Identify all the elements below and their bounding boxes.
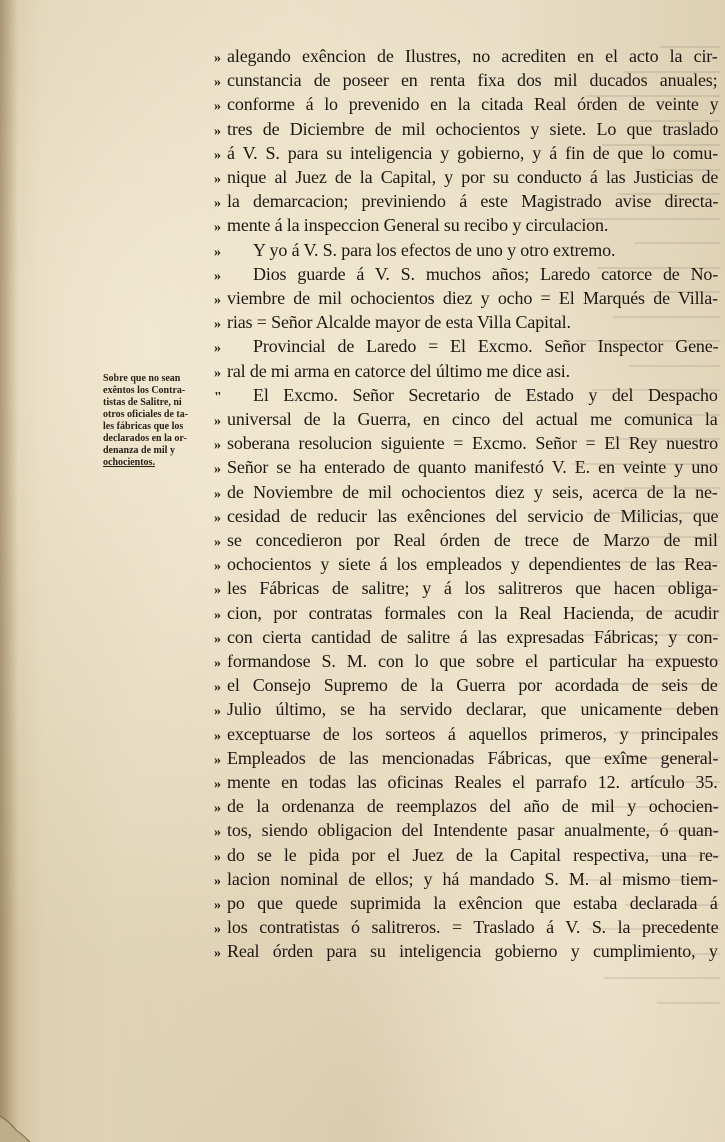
- line-text: los contratistas ó salitreros. = Traslado á V. S. la precedente: [227, 917, 719, 938]
- line-text: po que quede suprimida la exêncion que estaba declarada á: [227, 893, 718, 913]
- text-line: [214, 915, 718, 939]
- text-line: [214, 262, 718, 286]
- quote-mark: »: [214, 486, 221, 502]
- line-text: ochocientos y siete á los empleados y dependientes de las Rea-: [227, 554, 718, 575]
- line-text: Dios guarde á V. S. muchos años; Laredo catorce de No-: [253, 263, 719, 284]
- text-line: [214, 68, 718, 92]
- line-text: cesidad de reducir las exênciones del servicio de Milicias, que: [227, 505, 719, 526]
- line-text: cunstancia de poseer en renta fixa dos mil ducados anuales;: [227, 70, 718, 91]
- text-line: [214, 794, 718, 818]
- quote-mark: »: [214, 317, 221, 333]
- line-text: cion, por contratas formales con la Real Hacienda, de acudir: [227, 602, 719, 623]
- line-text: de la ordenanza de reemplazos del año de mil y ochocien-: [227, 796, 719, 817]
- quote-mark: »: [214, 680, 221, 696]
- text-line: [214, 576, 718, 600]
- text-line: [214, 407, 718, 431]
- line-text: nique al Juez de la Capital, y por su conducto á las Justicias de: [227, 167, 719, 187]
- quote-mark: »: [214, 728, 221, 744]
- quote-mark: »: [214, 656, 221, 671]
- bleed-stroke: [657, 1002, 720, 1004]
- text-line: [214, 891, 718, 915]
- quote-mark: »: [214, 438, 221, 454]
- quote-mark: »: [214, 535, 221, 550]
- line-text: soberana resolucion siguiente = Excmo. Señor = El Rey nuestro: [227, 433, 719, 454]
- text-line: [214, 504, 718, 528]
- quote-mark: »: [214, 801, 221, 817]
- margin-note-line: denanza de mil y: [103, 445, 175, 456]
- line-text: exceptuarse de los sorteos á aquellos primeros, y principales: [227, 723, 719, 744]
- quote-mark: »: [214, 293, 221, 308]
- quote-mark: »: [214, 825, 221, 841]
- quote-mark: »: [214, 946, 221, 962]
- text-line: [214, 649, 718, 673]
- margin-note-line: otros oficiales de ta-: [103, 409, 189, 420]
- quote-mark: »: [214, 220, 221, 236]
- quote-mark: »: [214, 196, 221, 212]
- line-text: la demarcacion; previniendo á este Magistrado avise directa-: [227, 191, 719, 212]
- text-line: [214, 818, 718, 842]
- line-text: Real órden para su inteligencia gobierno y cumplimiento, y: [227, 941, 718, 962]
- text-line: [214, 601, 718, 625]
- quote-mark: »: [214, 365, 221, 381]
- quote-mark: »: [214, 898, 221, 913]
- line-text: lacion nominal de ellos; y há mandado S. M. al mismo tiem-: [227, 868, 718, 889]
- line-text: tres de Diciembre de mil ochocientos y siete. Lo que traslado: [227, 118, 719, 139]
- quote-mark: »: [214, 172, 221, 187]
- line-text: tos, siendo obligacion del Intendente pasar anualmente, ó quan-: [227, 820, 719, 841]
- text-line: [214, 165, 718, 189]
- torn-corner: [0, 1082, 60, 1142]
- quote-mark: »: [214, 704, 221, 720]
- margin-note-line: exêntos los Contra-: [103, 385, 186, 396]
- line-text: mente á la inspeccion General su recibo y circulacion.: [227, 215, 609, 236]
- text-line: [214, 189, 718, 213]
- line-text: con cierta cantidad de salitre á las expresadas Fábricas; y con-: [227, 626, 719, 647]
- line-text: conforme á lo prevenido en la citada Real órden de veinte y: [227, 94, 719, 115]
- line-text: el Consejo Supremo de la Guerra por acordada de seis de: [227, 675, 718, 696]
- line-text: universal de la Guerra, en cinco del actual me comunica la: [227, 409, 718, 429]
- quote-mark: »: [214, 147, 221, 163]
- quote-mark: »: [214, 631, 221, 647]
- text-line: [214, 867, 718, 891]
- line-text: rias = Señor Alcalde mayor de esta Villa Capital.: [227, 312, 571, 333]
- text-line: [214, 843, 718, 867]
- quote-mark: »: [214, 341, 221, 357]
- line-text: á V. S. para su inteligencia y gobierno, y á fin de que lo comu-: [227, 142, 719, 163]
- quote-mark: »: [214, 873, 221, 889]
- text-line: [214, 625, 718, 649]
- text-line: [214, 383, 718, 407]
- quote-mark: »: [214, 583, 221, 599]
- quote-mark: »: [214, 244, 221, 260]
- line-text: mente en todas las oficinas Reales el parrafo 12. artículo 35.: [227, 772, 718, 792]
- quote-mark: »: [214, 414, 221, 429]
- line-text: Y yo á V. S. para los efectos de uno y otro extremo.: [253, 239, 616, 260]
- text-line: [214, 722, 718, 746]
- text-line: [214, 359, 718, 383]
- text-line: [214, 431, 718, 455]
- line-text: se concedieron por Real órden de trece de Marzo de mil: [227, 530, 718, 550]
- line-text: viembre de mil ochocientos diez y ocho = El Marqués de Villa-: [227, 288, 718, 308]
- text-line: [214, 334, 718, 358]
- line-text: alegando exêncion de Ilustres, no acrediten en el acto la cir-: [227, 46, 718, 66]
- quote-mark: »: [214, 123, 221, 139]
- text-line: [214, 92, 718, 116]
- text-line: [214, 310, 718, 334]
- line-text: Señor se ha enterado de quanto manifestó V. E. en veinte y uno: [227, 457, 718, 478]
- quote-mark: »: [214, 75, 221, 91]
- margin-note-line: Sobre que no sean: [103, 373, 181, 384]
- line-text: Provincial de Laredo = El Excmo. Señor Inspector Gene-: [253, 336, 719, 357]
- line-text: Empleados de las mencionadas Fábricas, que exîme general-: [227, 747, 719, 768]
- text-line: [214, 286, 718, 310]
- bleed-stroke: [604, 977, 720, 979]
- text-line: [214, 44, 718, 68]
- text-line: [214, 770, 718, 794]
- line-text: Julio último, se ha servido declarar, que unicamente deben: [227, 699, 719, 720]
- margin-note-line: declarados en la or-: [103, 433, 187, 444]
- quote-mark: »: [214, 849, 221, 865]
- quote-mark: »: [214, 510, 221, 526]
- quote-mark: »: [214, 559, 221, 575]
- margin-note-line: les fábricas que los: [103, 421, 184, 432]
- quote-mark: »: [214, 777, 221, 792]
- line-text: ral de mi arma en catorce del último me dice asi.: [227, 360, 570, 381]
- quote-mark: »: [214, 268, 221, 284]
- text-line: [214, 528, 718, 552]
- quote-mark: »: [214, 51, 221, 66]
- margin-note-line: tistas de Salitre, ni: [103, 397, 182, 408]
- quote-mark: »: [214, 607, 221, 623]
- line-text: les Fábricas de salitre; y á los salitreros que hacen obliga-: [227, 578, 718, 599]
- margin-note: [103, 373, 199, 469]
- quote-mark: »: [214, 99, 221, 115]
- quote-mark: »: [214, 752, 221, 768]
- line-text: do se le pida por el Juez de la Capital respectiva, una re-: [227, 844, 719, 865]
- text-line: [214, 238, 718, 262]
- text-line: [214, 939, 718, 963]
- text-line: [214, 697, 718, 721]
- text-line: [214, 552, 718, 576]
- text-line: [214, 141, 718, 165]
- line-text: El Excmo. Señor Secretario de Estado y del Despacho: [253, 384, 718, 405]
- text-line: [214, 117, 718, 141]
- quote-mark: »: [214, 462, 221, 478]
- text-line: [214, 746, 718, 770]
- text-line: [214, 480, 718, 504]
- line-text: de Noviembre de mil ochocientos diez y seis, acerca de la ne-: [227, 481, 718, 502]
- line-text: formandose S. M. con lo que sobre el particular ha expuesto: [227, 651, 719, 671]
- quote-mark: »: [214, 922, 221, 938]
- margin-note-line: ochocientos.: [103, 457, 155, 468]
- text-line: [214, 455, 718, 479]
- quote-mark: ": [214, 389, 222, 405]
- text-line: [214, 673, 718, 697]
- text-line: [214, 213, 718, 237]
